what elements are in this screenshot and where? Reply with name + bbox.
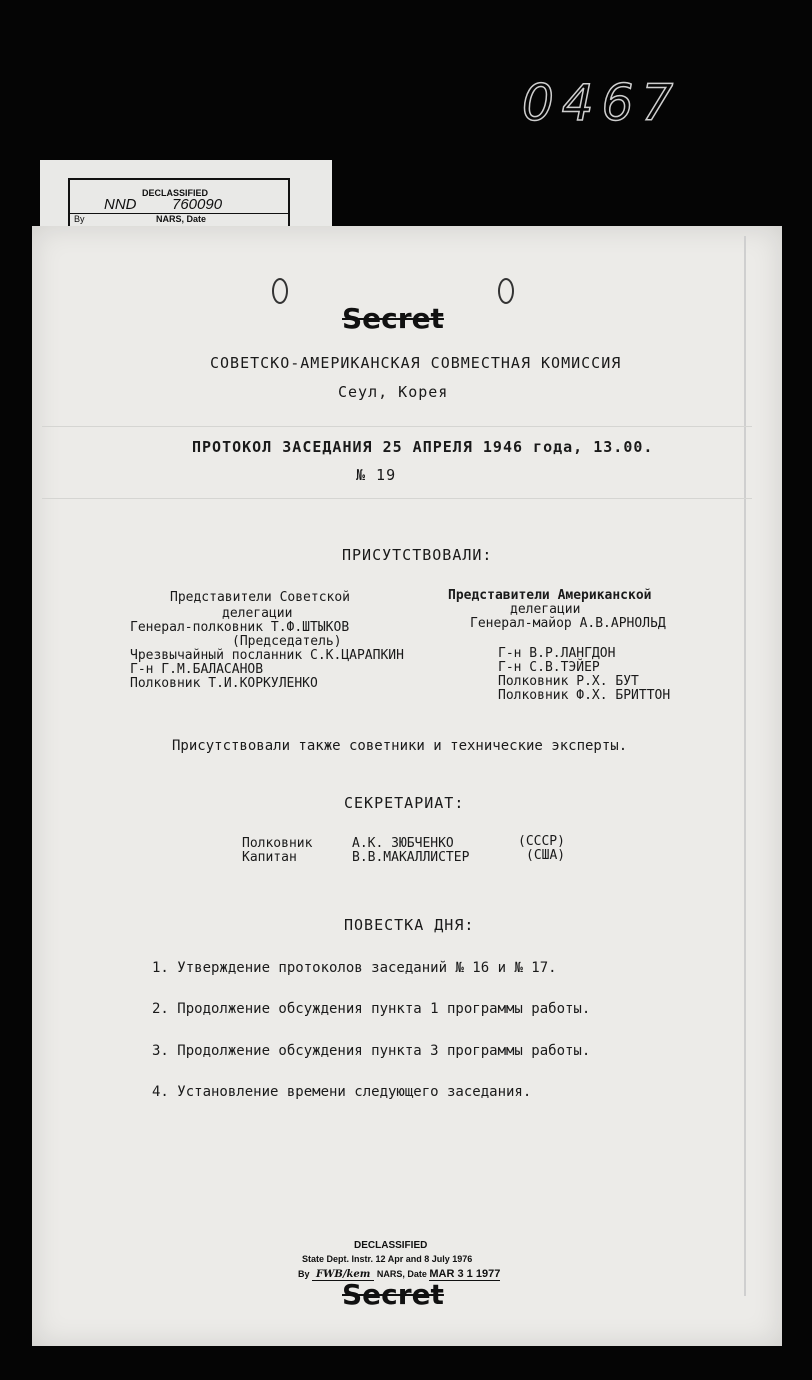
soviet-member: Генерал-полковник Т.Ф.ШТЫКОВ [130,620,350,635]
soviet-member: Полковник Т.И.КОРКУЛЕНКО [130,676,318,691]
page-edge-shadow [744,236,782,1296]
bottom-stamp-signature: FWB/kem [312,1269,374,1281]
american-member: Г-н С.В.ТЭЙЕР [498,660,600,675]
stamp-nnd-number: 760090 [172,196,223,213]
bottom-stamp-date: MAR 3 1 1977 [429,1268,501,1280]
bottom-stamp-nars-date-label: NARS, Date [376,1269,427,1279]
soviet-delegation-heading-2: делегации [222,606,293,621]
american-member: Генерал-майор А.В.АРНОЛЬД [470,616,666,631]
document-page [32,226,782,1346]
punch-hole [272,278,288,304]
american-member: Полковник Р.Х. БУТ [498,674,639,689]
secretariat-country: (США) [526,848,566,863]
declassification-stamp-card [40,160,332,234]
secretariat-name: В.В.МАКАЛЛИСТЕР [352,850,470,865]
secretariat-heading: СЕКРЕТАРИАТ: [344,794,465,812]
american-member: Полковник Ф.Х. БРИТТОН [498,688,671,703]
secretariat-country: (СССР) [518,834,565,849]
bottom-stamp-title: DECLASSIFIED [354,1240,428,1251]
soviet-member-note: (Председатель) [232,634,342,649]
secretariat-rank: Полковник [242,836,313,851]
stamp-by-label: By [74,214,85,224]
also-present-line: Присутствовали также советники и технические эксперты. [172,738,628,754]
soviet-delegation-heading: Представители Советской [170,590,351,605]
declassification-stamp [68,178,290,230]
bottom-stamp-authority: State Dept. Instr. 12 Apr and 8 July 1976 [302,1254,473,1264]
stamp-nars-date-label: NARS, Date [156,214,207,224]
american-member: Г-н В.Р.ЛАНГДОН [498,646,616,661]
agenda-item: 4. Установление времени следующего заседания. [152,1084,532,1100]
faint-ruled-line [42,498,752,499]
classification-bottom: Secret [342,1278,444,1311]
soviet-member: Чрезвычайный посланник С.К.ЦАРАПКИН [130,648,404,663]
secretariat-name: А.К. ЗЮБЧЕНКО [352,836,454,851]
soviet-member: Г-н Г.М.БАЛАСАНОВ [130,662,264,677]
bottom-stamp-by-label: By [298,1269,310,1279]
stamp-nnd-label: NND [104,196,137,213]
classification-top: Secret [342,302,444,335]
secretariat-rank: Капитан [242,850,297,865]
agenda-item: 1. Утверждение протоколов заседаний № 16 и № 17. [152,960,557,976]
agenda-item: 3. Продолжение обсуждения пункта 3 программы работы. [152,1043,591,1059]
protocol-number: № 19 [356,466,397,484]
punch-hole [498,278,514,304]
agenda-heading: ПОВЕСТКА ДНЯ: [344,916,475,934]
agenda-item: 2. Продолжение обсуждения пункта 1 программы работы. [152,1001,591,1017]
american-delegation-heading: Представители Американской [448,588,652,603]
microfilm-frame-number: 0467 [522,74,682,132]
commission-title: СОВЕТСКО-АМЕРИКАНСКАЯ СОВМЕСТНАЯ КОМИССИЯ [210,354,622,372]
stamp-title: DECLASSIFIED [142,188,209,198]
location-line: Сеул, Корея [338,383,449,401]
american-delegation-heading-2: делегации [510,602,581,617]
present-heading: ПРИСУТСТВОВАЛИ: [342,546,493,564]
faint-ruled-line [42,426,752,427]
protocol-title: ПРОТОКОЛ ЗАСЕДАНИЯ 25 АПРЕЛЯ 1946 года, 13.00. [192,438,654,456]
